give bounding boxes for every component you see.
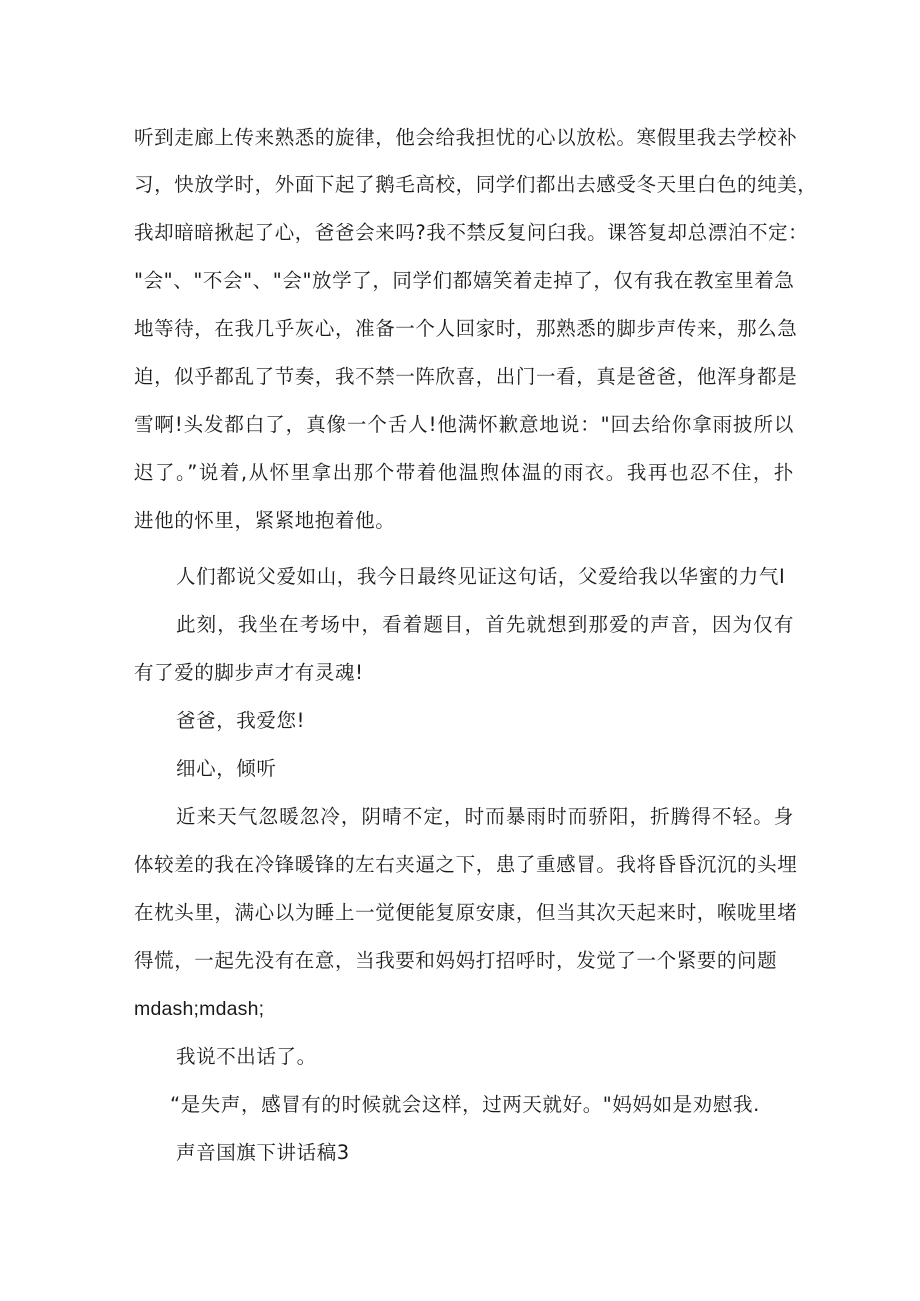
paragraph-line: 人们都说父爱如山，我今日最终见证这句话，父爱给我以华蜜的力气I [176,565,786,588]
paragraph-line: 迟了。”说着,从怀里拿出那个带着他温煦体温的雨衣。我再也忍不住，扑 [134,461,794,484]
paragraph-line: "会"、"不会"、"会"放学了，同学们都嬉笑着走掉了，仅有我在教室里着急 [134,269,795,292]
paragraph-line: 体较差的我在冷锋暖锋的左右夹逼之下，患了重感冒。我将昏昏沉沉的头埋 [134,853,798,876]
paragraph-line: 地等待，在我几乎灰心，准备一个人回家时，那熟悉的脚步声传来，那么急 [134,317,798,340]
paragraph-line: 迫，似乎都乱了节奏，我不禁一阵欣喜，出门一看，真是爸爸，他浑身都是 [134,365,798,388]
paragraph-line: 在枕头里，满心以为睡上一觉便能复原安康，但当其次天起来时，喉咙里堵 [134,901,798,924]
paragraph-line: “是失声，感冒有的时候就会这样，过两天就好。"妈妈如是劝慰我. [170,1093,760,1116]
paragraph-line: 我说不出话了。 [176,1045,317,1068]
section-heading: 细心，倾听 [176,757,277,780]
paragraph-line: 我却暗暗揪起了心，爸爸会来吗?我不禁反复问臼我。课答复却总漂泊不定： [134,221,809,244]
paragraph-line: 听到走廊上传来熟悉的旋律，他会给我担忧的心以放松。寒假里我去学校补 [134,126,798,149]
paragraph-line: 有了爱的脚步声才有灵魂! [134,661,364,684]
paragraph-line: 进他的怀里，紧紧地抱着他。 [134,509,396,532]
paragraph-line: mdash;mdash; [134,998,265,1020]
paragraph-line: 爸爸，我爱您! [176,709,306,732]
section-heading: 声音国旗下讲话稿3 [176,1141,350,1164]
paragraph-line: 近来天气忽暖忽冷，阴晴不定，时而暴雨时而骄阳，折腾得不轻。身 [176,805,794,828]
paragraph-line: 此刻，我坐在考场中，看着题目，首先就想到那爱的声音，因为仅有 [176,613,794,636]
paragraph-line: 习，快放学时，外面下起了鹅毛高校，同学们都出去感受冬天里白色的纯美， [134,173,818,196]
paragraph-line: 雪啊!头发都白了，真像一个舌人!他满怀歉意地说："回去给你拿雨披所以 [134,413,794,436]
paragraph-line: 得慌，一起先没有在意，当我要和妈妈打招呼时，发觉了一个紧要的问题 [134,949,778,972]
